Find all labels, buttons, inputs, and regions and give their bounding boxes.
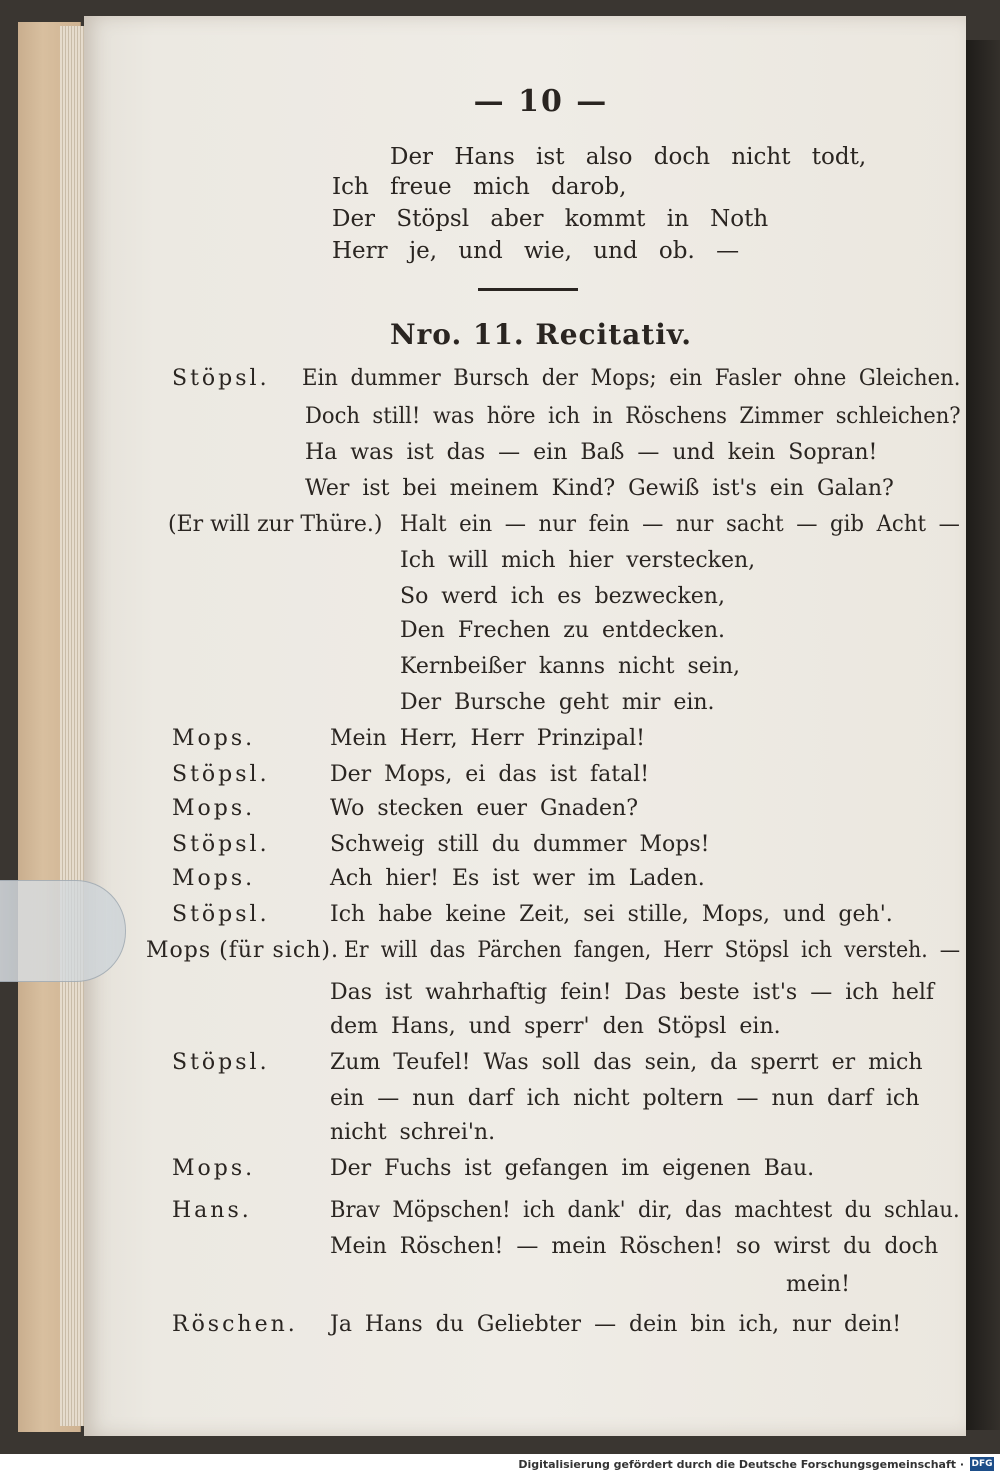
dialogue-line: Ich habe keine Zeit, sei stille, Mops, und geh'. [330,902,893,927]
dialogue-line: Kernbeißer kanns nicht sein, [400,654,741,679]
verse-line: Der Stöpsl aber kommt in Noth [332,206,769,232]
dialogue-line: Doch still! was höre ich in Röschens Zimmer schleichen? [305,404,961,429]
verse-line: Der Hans ist also doch nicht todt, [390,144,867,170]
page-stack-edge [60,26,84,1426]
dialogue-line: Das ist wahrhaftig fein! Das beste ist's — ich helf [330,980,935,1005]
speaker-label: Stöpsl. [172,762,270,787]
dialogue-line: mein! [786,1272,850,1297]
dialogue-line: Ich will mich hier verstecken, [400,548,756,573]
dialogue-line: Der Mops, ei das ist fatal! [330,762,650,787]
dialogue-line: Wo stecken euer Gnaden? [330,796,638,821]
dialogue-line: Zum Teufel! Was soll das sein, da sperrt er mich [330,1050,923,1075]
dialogue-line: Halt ein — nur fein — nur sacht — gib Acht — [400,512,960,537]
speaker-label: Mops (für sich). [146,938,339,963]
dfg-logo: DFG [971,1459,993,1469]
section-title: Nro. 11. Recitativ. [389,318,693,351]
speaker-label: Mops. [172,866,256,891]
speaker-label: Hans. [172,1198,252,1223]
dialogue-line: So werd ich es bezwecken, [400,584,725,609]
dialogue-line: Mein Herr, Herr Prinzipal! [330,726,646,751]
speaker-label: Röschen. [172,1312,298,1337]
dialogue-line: nicht schrei'n. [330,1120,496,1145]
speaker-label: Mops. [172,796,256,821]
dialogue-line: Den Frechen zu entdecken. [400,618,726,643]
speaker-label: Stöpsl. [172,832,270,857]
verse-line: Ich freue mich darob, [332,174,627,200]
speaker-label: Stöpsl. [172,902,270,927]
dialogue-line: Der Bursche geht mir ein. [400,690,715,715]
book-edge-right [966,40,1000,1430]
dialogue-line: Ja Hans du Geliebter — dein bin ich, nur dein! [330,1312,902,1337]
dialogue-line: dem Hans, und sperr' den Stöpsl ein. [330,1014,781,1039]
footer-credit: Digitalisierung gefördert durch die Deutsche Forschungsgemeinschaft · [518,1458,964,1471]
dialogue-line: Ein dummer Bursch der Mops; ein Fasler ohne Gleichen. [302,366,961,391]
stage-direction: (Er will zur Thüre.) [168,512,383,537]
speaker-label: Mops. [172,726,256,751]
speaker-label: Mops. [172,1156,256,1181]
dialogue-line: Ha was ist das — ein Baß — und kein Sopran! [305,440,878,465]
dialogue-line: ein — nun darf ich nicht poltern — nun darf ich [330,1086,920,1111]
dialogue-line: Schweig still du dummer Mops! [330,832,710,857]
dialogue-line: Ach hier! Es ist wer im Laden. [330,866,705,891]
dialogue-line: Er will das Pärchen fangen, Herr Stöpsl ich versteh. — [344,938,961,963]
dialogue-line: Brav Möpschen! ich dank' dir, das machtest du schlau. [330,1198,960,1223]
dialogue-line: Der Fuchs ist gefangen im eigenen Bau. [330,1156,815,1181]
dialogue-line: Mein Röschen! — mein Röschen! so wirst du doch [330,1234,939,1259]
speaker-label: Stöpsl. [172,366,270,391]
dialogue-line: Wer ist bei meinem Kind? Gewiß ist's ein Galan? [305,476,894,501]
page-number: — 10 — [473,84,609,119]
verse-line: Herr je, und wie, und ob. — [332,238,740,264]
divider-rule [478,288,578,291]
page-clip [0,880,126,982]
speaker-label: Stöpsl. [172,1050,270,1075]
